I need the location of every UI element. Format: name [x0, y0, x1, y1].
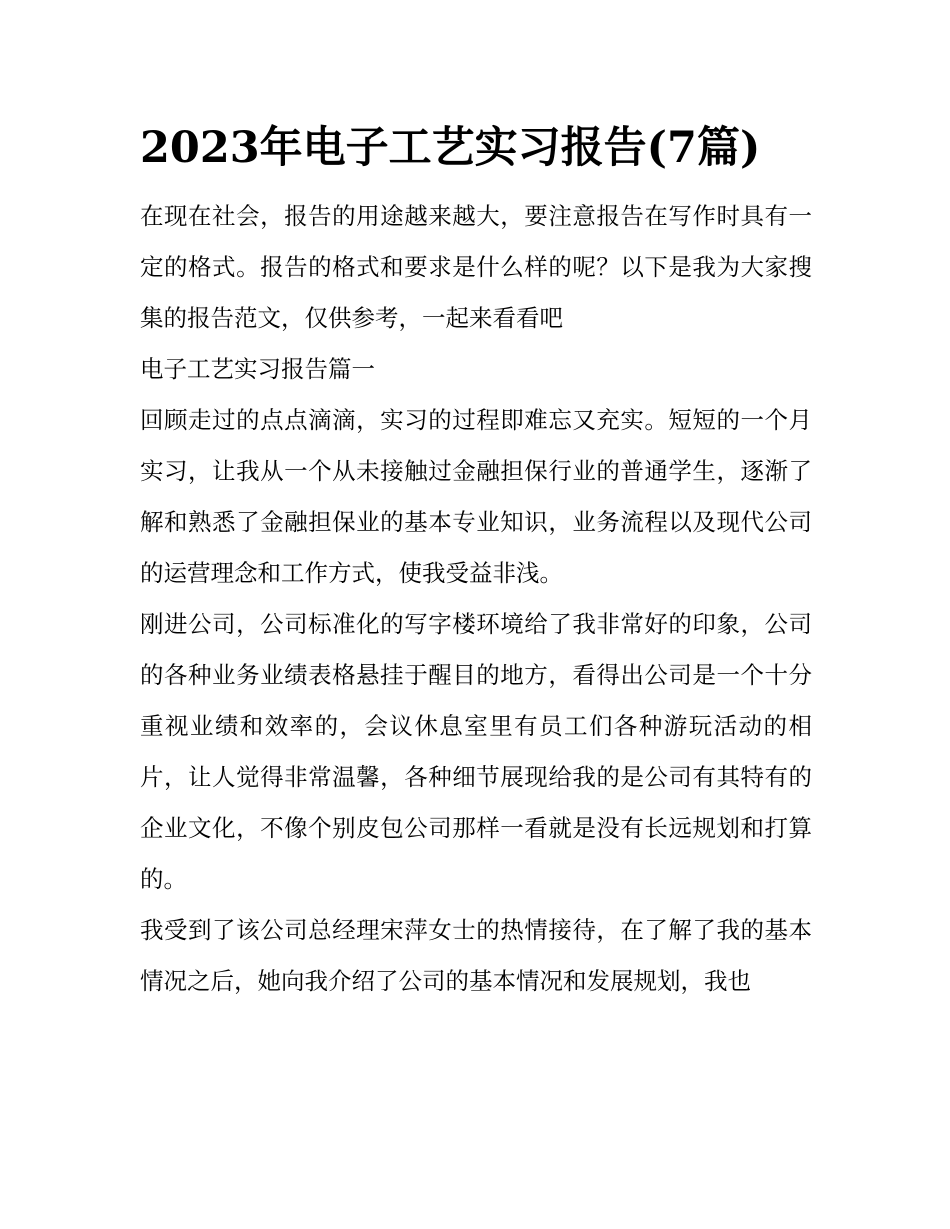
body-paragraph-1: 回顾走过的点点滴滴，实习的过程即难忘又充实。短短的一个月实习，让我从一个从未接触过金融担保行业的普通学生，逐渐了解和熟悉了金融担保业的基本专业知识，业务流程以及现代公司的运营理念和工作方式，使我受益非浅。 [140, 406, 812, 587]
document-body [140, 118, 812, 1007]
section-heading: 电子工艺实习报告篇一 [140, 355, 375, 383]
intro-paragraph: 在现在社会，报告的用途越来越大，要注意报告在写作时具有一定的格式。报告的格式和要求是什么样的呢？以下是我为大家搜集的报告范文，仅供参考，一起来看看吧 [140, 202, 812, 332]
body-paragraph-3: 我受到了该公司总经理宋萍女士的热情接待，在了解了我的基本情况之后，她向我介绍了公司的基本情况和发展规划，我也 [140, 916, 812, 995]
body-paragraph-2: 刚进公司，公司标准化的写字楼环境给了我非常好的印象，公司的各种业务业绩表格悬挂于醒目的地方，看得出公司是一个十分重视业绩和效率的，会议休息室里有员工们各种游玩活动的相片，让人觉得非常温馨，各种细节展现给我的是公司有其特有的企业文化，不像个别皮包公司那样一看就是没有长远规划和打算的。 [140, 610, 812, 893]
document-title: 2023年电子工艺实习报告(7篇) [140, 123, 761, 173]
